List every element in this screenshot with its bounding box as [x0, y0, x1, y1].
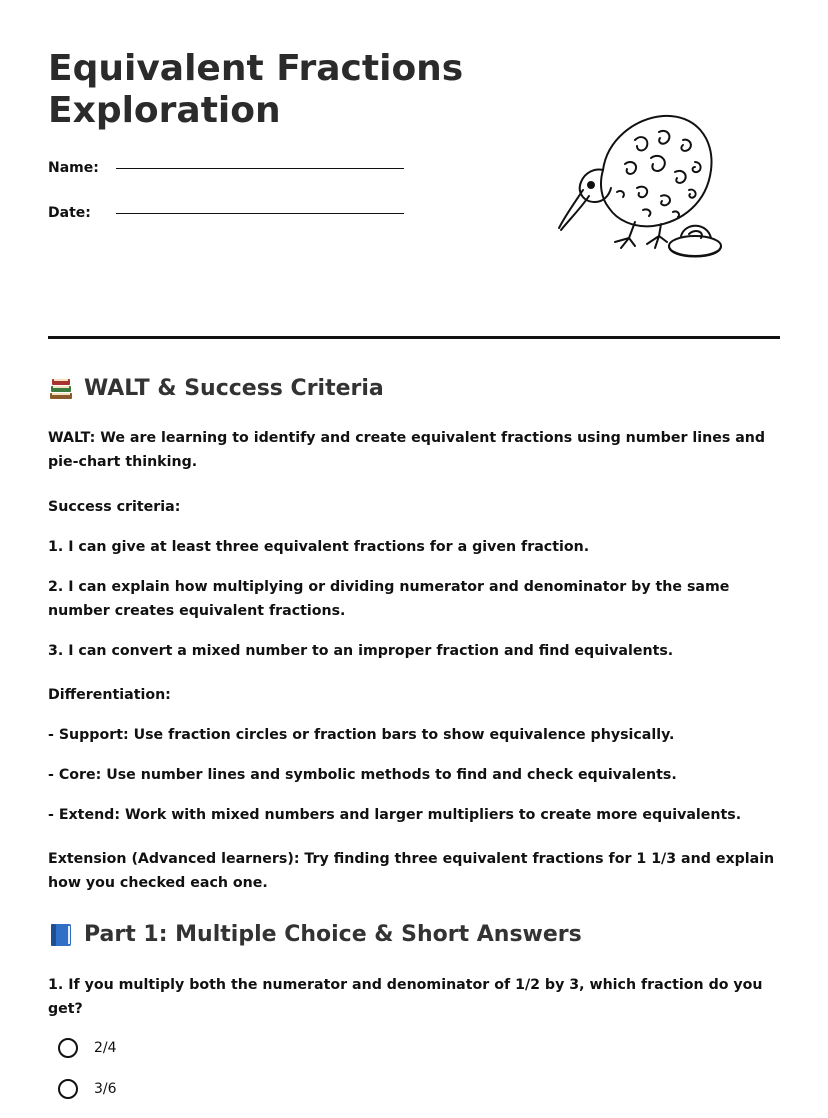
page-title: Equivalent Fractions Exploration: [48, 48, 464, 131]
name-field[interactable]: [116, 168, 404, 169]
kiwi-bird-illustration: [555, 110, 730, 265]
part1-heading-text: Part 1: Multiple Choice & Short Answers: [84, 922, 582, 947]
radio-button[interactable]: [58, 1038, 78, 1058]
differentiation-core: - Core: Use number lines and symbolic methods to find and check equivalents.: [48, 767, 677, 783]
option-label: 2/4: [94, 1040, 117, 1056]
radio-button[interactable]: [58, 1079, 78, 1099]
question-1: 1. If you multiply both the numerator and denominator of 1/2 by 3, which fraction do you get?: [48, 977, 763, 1017]
extension-text: Extension (Advanced learners): Try finding three equivalent fractions for 1 1/3 and explain how you checked each one.: [48, 851, 775, 891]
walt-statement: WALT: We are learning to identify and create equivalent fractions using number lines and pie-chart thinking.: [48, 430, 766, 470]
option-label: 3/6: [94, 1081, 117, 1097]
date-label: Date:: [48, 205, 91, 221]
success-criteria-label: Success criteria:: [48, 499, 181, 515]
option-3-6[interactable]: [58, 1079, 117, 1099]
differentiation-support: - Support: Use fraction circles or fraction bars to show equivalence physically.: [48, 727, 675, 743]
criterion-1: 1. I can give at least three equivalent fractions for a given fraction.: [48, 539, 590, 555]
walt-heading: [48, 375, 384, 403]
differentiation-extend: - Extend: Work with mixed numbers and larger multipliers to create more equivalents.: [48, 807, 742, 823]
differentiation-label: Differentiation:: [48, 687, 171, 703]
date-field[interactable]: [116, 213, 404, 214]
name-label: Name:: [48, 160, 99, 176]
option-2-4[interactable]: [58, 1038, 117, 1058]
blue-book-emoji-icon: [48, 923, 74, 947]
criterion-2: 2. I can explain how multiplying or dividing numerator and denominator by the same number creates equivalent fractions.: [48, 579, 730, 619]
criterion-3: 3. I can convert a mixed number to an improper fraction and find equivalents.: [48, 643, 674, 659]
part1-heading: [48, 921, 582, 949]
header-divider: [48, 336, 780, 339]
books-emoji-icon: [48, 377, 74, 401]
walt-heading-text: WALT & Success Criteria: [84, 376, 384, 401]
